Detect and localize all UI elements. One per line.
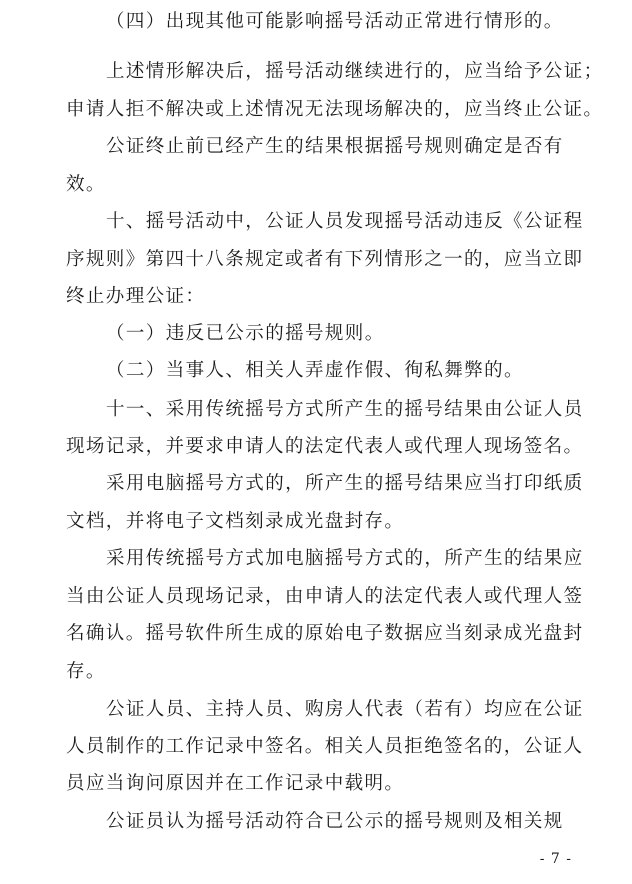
paragraph-line: 采用传统摇号方式加电脑摇号方式的，所产生的结果应	[106, 548, 584, 569]
paragraph-line: 序规则》第四十八条规定或者有下列情形之一的，应当立即	[66, 249, 584, 270]
paragraph-line: 文档，并将电子文档刻录成光盘封存。	[66, 511, 405, 532]
paragraph-line: 十、摇号活动中，公证人员发现摇号活动违反《公证程	[106, 211, 584, 232]
paragraph-line: （四）出现其他可能影响摇号活动正常进行情形的。	[106, 11, 564, 32]
paragraph-line: （一）违反已公示的摇号规则。	[106, 323, 385, 344]
paragraph-line: 采用电脑摇号方式的，所产生的摇号结果应当打印纸质	[106, 473, 584, 494]
paragraph-line: 人员制作的工作记录中签名。相关人员拒绝签名的，公证人	[66, 736, 584, 757]
paragraph-line: 上述情形解决后，摇号活动继续进行的，应当给予公证；	[106, 61, 604, 82]
paragraph-line: 十一、采用传统摇号方式所产生的摇号结果由公证人员	[106, 399, 584, 420]
paragraph-line: 员应当询问原因并在工作记录中载明。	[66, 773, 405, 794]
page-number: - 7 -	[539, 851, 572, 867]
paragraph-line: （二）当事人、相关人弄虚作假、徇私舞弊的。	[106, 360, 524, 381]
paragraph-line: 现场记录，并要求申请人的法定代表人或代理人现场签名。	[66, 436, 584, 457]
paragraph-line: 终止办理公证：	[66, 286, 206, 307]
paragraph-line: 当由公证人员现场记录，由申请人的法定代表人或代理人签	[66, 586, 584, 607]
paragraph-line: 效。	[66, 174, 106, 195]
paragraph-line: 名确认。摇号软件所生成的原始电子数据应当刻录成光盘封	[66, 623, 584, 644]
paragraph-line: 公证人员、主持人员、购房人代表（若有）均应在公证	[106, 699, 584, 720]
paragraph-line: 申请人拒不解决或上述情况无法现场解决的，应当终止公证。	[66, 99, 604, 120]
paragraph-line: 存。	[66, 661, 106, 682]
paragraph-line: 公证终止前已经产生的结果根据摇号规则确定是否有	[106, 136, 564, 157]
paragraph-line: 公证员认为摇号活动符合已公示的摇号规则及相关规	[106, 811, 564, 832]
